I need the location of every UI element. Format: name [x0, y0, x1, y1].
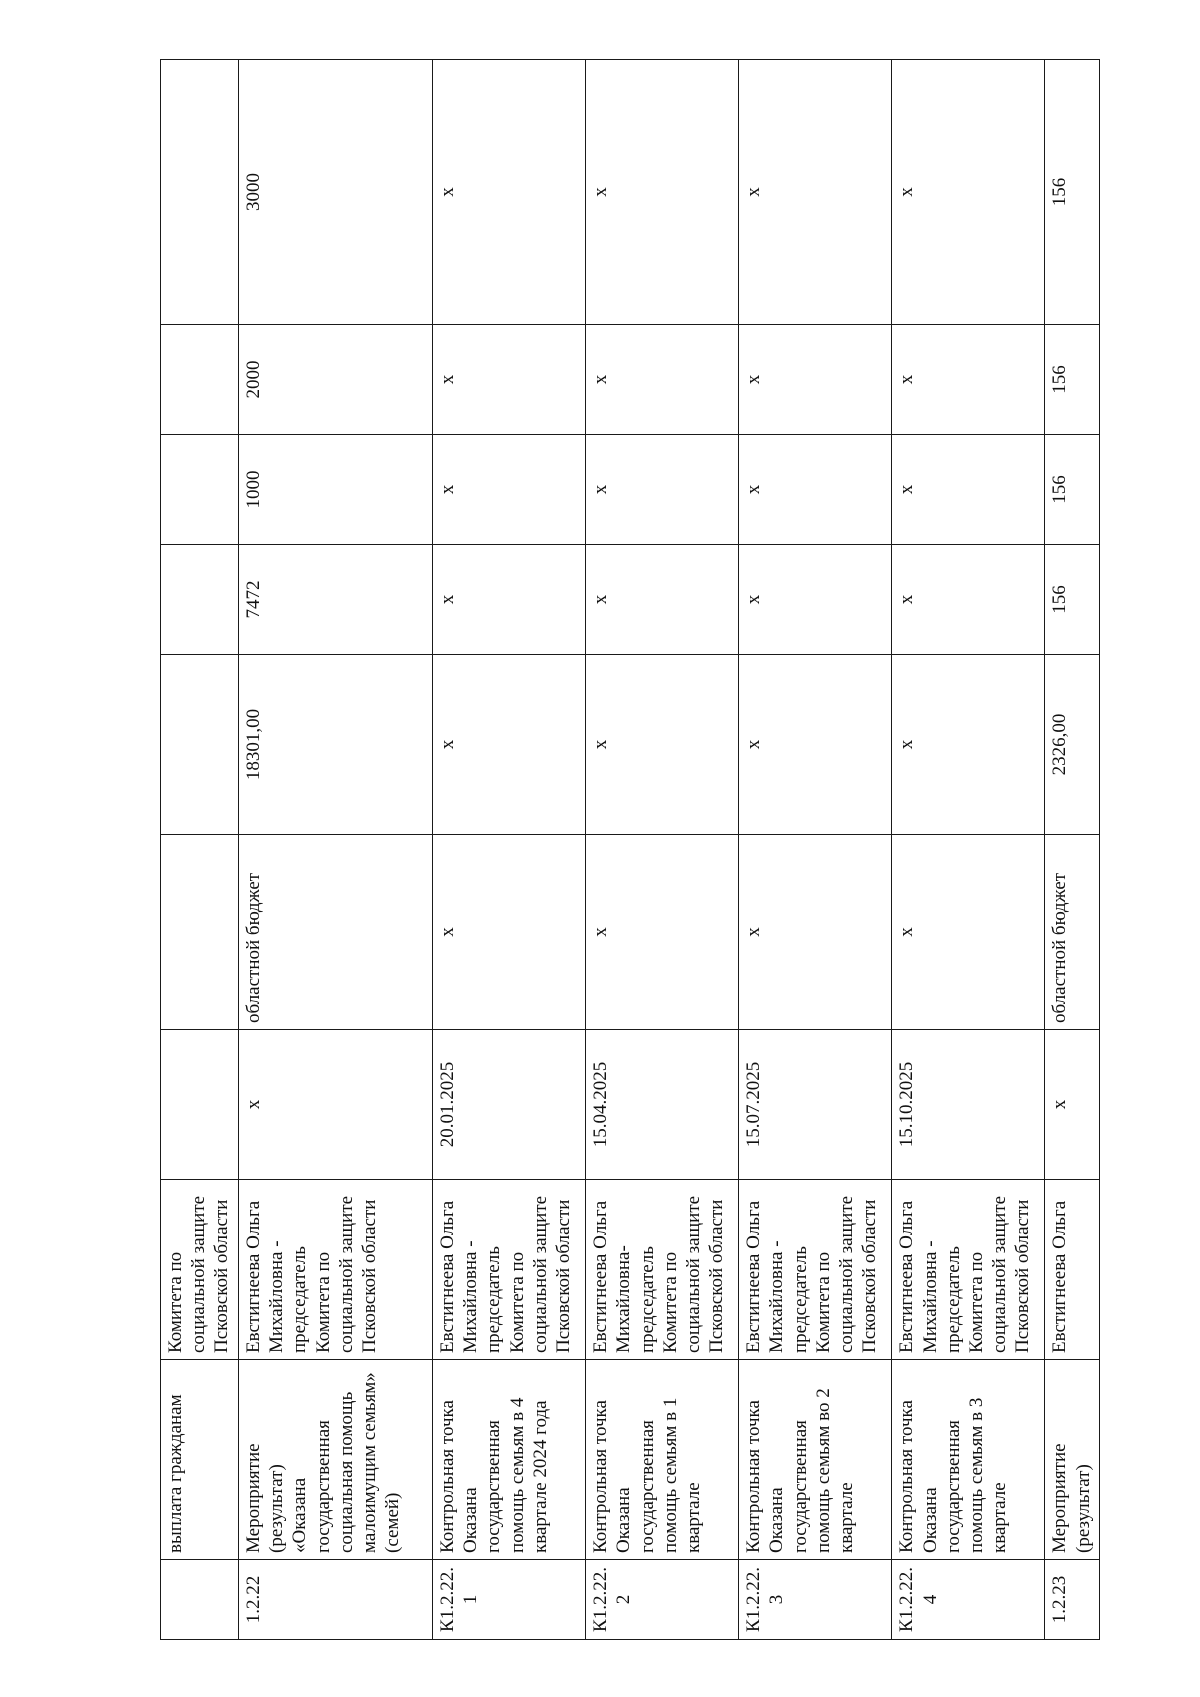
table-row: [161, 60, 239, 1640]
value-col-4: х: [433, 60, 586, 325]
value-col-2: 156: [1045, 435, 1100, 545]
deadline-date: 15.04.2025: [586, 1030, 739, 1180]
funding-amount: х: [739, 655, 892, 835]
row-number: К1.2.22.2: [586, 1560, 739, 1640]
funding-source: х: [739, 835, 892, 1030]
value-col-4: х: [586, 60, 739, 325]
value-col-4: 3000: [239, 60, 433, 325]
funding-source: [161, 835, 239, 1030]
funding-source: областной бюджет: [1045, 835, 1100, 1030]
funding-source: х: [433, 835, 586, 1030]
funding-amount: 2326,00: [1045, 655, 1100, 835]
row-number: [161, 1560, 239, 1640]
activity-name: Контрольная точка Оказана государственная помощь семьям в 4 квартале 2024 года: [433, 1360, 586, 1560]
value-col-3: х: [433, 325, 586, 435]
value-col-3: 2000: [239, 325, 433, 435]
value-col-3: 156: [1045, 325, 1100, 435]
responsible-person: Евстигнеева Ольга Михайловна - председатель Комитета по социальной защите Псковской области: [892, 1180, 1045, 1360]
responsible-person: Евстигнеева Ольга Михайловна - председатель Комитета по социальной защите Псковской области: [239, 1180, 433, 1360]
value-col-1: 7472: [239, 545, 433, 655]
deadline-date: [161, 1030, 239, 1180]
table-row: [586, 60, 739, 1640]
row-number: 1.2.23: [1045, 1560, 1100, 1640]
activity-name: Контрольная точка Оказана государственная помощь семьям во 2 квартале: [739, 1360, 892, 1560]
table-row: [1045, 60, 1100, 1640]
funding-amount: х: [433, 655, 586, 835]
row-number: К1.2.22.3: [739, 1560, 892, 1640]
deadline-date: х: [1045, 1030, 1100, 1180]
table-row: [739, 60, 892, 1640]
value-col-3: х: [739, 325, 892, 435]
funding-amount: 18301,00: [239, 655, 433, 835]
responsible-person: Евстигнеева Ольга: [1045, 1180, 1100, 1360]
deadline-date: 15.10.2025: [892, 1030, 1045, 1180]
funding-source: х: [586, 835, 739, 1030]
funding-amount: х: [892, 655, 1045, 835]
deadline-date: х: [239, 1030, 433, 1180]
activity-name: Мероприятие (результат): [1045, 1360, 1100, 1560]
value-col-4: х: [892, 60, 1045, 325]
value-col-1: х: [586, 545, 739, 655]
funding-source: областной бюджет: [239, 835, 433, 1030]
funding-amount: х: [586, 655, 739, 835]
value-col-3: х: [586, 325, 739, 435]
value-col-2: х: [586, 435, 739, 545]
value-col-2: х: [892, 435, 1045, 545]
value-col-1: х: [892, 545, 1045, 655]
value-col-3: [161, 325, 239, 435]
table-row: [433, 60, 586, 1640]
activity-name: Контрольная точка Оказана государственная помощь семьям в 1 квартале: [586, 1360, 739, 1560]
activity-name: Мероприятие (результат) «Оказана государственная социальная помощь малоимущим семьям» (семей): [239, 1360, 433, 1560]
row-number: К1.2.22.1: [433, 1560, 586, 1640]
value-col-1: [161, 545, 239, 655]
deadline-date: 20.01.2025: [433, 1030, 586, 1180]
value-col-1: х: [433, 545, 586, 655]
value-col-2: [161, 435, 239, 545]
value-col-4: [161, 60, 239, 325]
row-number: 1.2.22: [239, 1560, 433, 1640]
funding-amount: [161, 655, 239, 835]
program-activities-table: [160, 59, 1100, 1640]
value-col-3: х: [892, 325, 1045, 435]
value-col-2: 1000: [239, 435, 433, 545]
table-row: [892, 60, 1045, 1640]
responsible-person: Евстигнеева Ольга Михайловна- председатель Комитета по социальной защите Псковской области: [586, 1180, 739, 1360]
responsible-person: Евстигнеева Ольга Михайловна - председатель Комитета по социальной защите Псковской области: [739, 1180, 892, 1360]
value-col-2: х: [739, 435, 892, 545]
value-col-4: х: [739, 60, 892, 325]
row-number: К1.2.22.4: [892, 1560, 1045, 1640]
value-col-1: 156: [1045, 545, 1100, 655]
responsible-person: Комитета по социальной защите Псковской области: [161, 1180, 239, 1360]
table-row: [239, 60, 433, 1640]
activity-name: выплата гражданам: [161, 1360, 239, 1560]
funding-source: х: [892, 835, 1045, 1030]
value-col-4: 156: [1045, 60, 1100, 325]
rotated-page: [160, 60, 1100, 1640]
deadline-date: 15.07.2025: [739, 1030, 892, 1180]
value-col-2: х: [433, 435, 586, 545]
activity-name: Контрольная точка Оказана государственная помощь семьям в 3 квартале: [892, 1360, 1045, 1560]
responsible-person: Евстигнеева Ольга Михайловна - председатель Комитета по социальной защите Псковской области: [433, 1180, 586, 1360]
value-col-1: х: [739, 545, 892, 655]
